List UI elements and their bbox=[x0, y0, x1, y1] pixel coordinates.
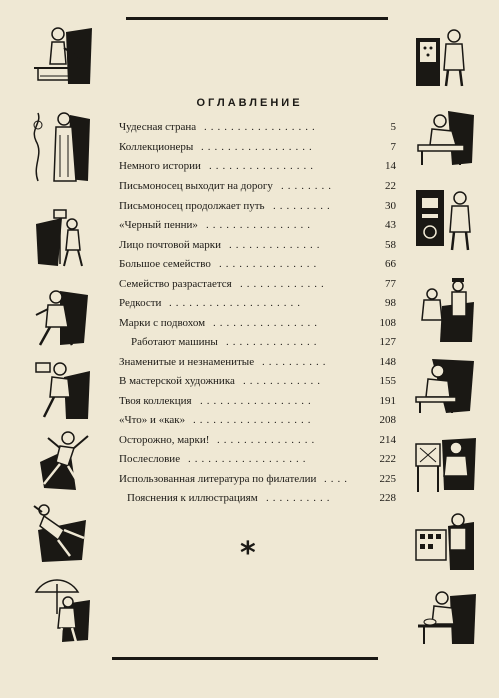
toc-page-number: 148 bbox=[379, 356, 396, 368]
toc-entry-title: Работают машины bbox=[131, 336, 218, 348]
seated-worker-illustration bbox=[412, 355, 478, 417]
toc-page-number: 225 bbox=[379, 473, 396, 485]
toc-page-number: 5 bbox=[390, 121, 396, 133]
toc-leader-dots: ........ bbox=[281, 180, 335, 192]
winged-messenger-illustration bbox=[30, 500, 92, 564]
ancient-figure-illustration bbox=[26, 105, 92, 185]
toc-entry-title: Марки с подвохом bbox=[119, 317, 206, 329]
toc-page-number: 77 bbox=[385, 278, 396, 290]
toc-entry-title: Письмоносец продолжает путь bbox=[119, 200, 265, 212]
toc-leader-dots: .......... bbox=[266, 492, 334, 504]
toc-entry-title: «Что» и «как» bbox=[119, 414, 186, 426]
toc-page-number: 43 bbox=[385, 219, 396, 231]
toc-entry-title: Пояснения к иллюстрациям bbox=[127, 492, 258, 504]
toc-leader-dots: .................. bbox=[188, 453, 310, 465]
toc-page-number: 228 bbox=[379, 492, 396, 504]
toc-page-number: 222 bbox=[379, 453, 396, 465]
toc-page-number: 58 bbox=[385, 239, 396, 251]
toc-entry-title: Редкости bbox=[119, 297, 162, 309]
toc-leader-dots: ............. bbox=[240, 278, 328, 290]
toc-leader-dots: ................ bbox=[213, 317, 321, 329]
sorting-clerk-illustration bbox=[28, 24, 98, 88]
toc-leader-dots: ................. bbox=[201, 141, 316, 153]
toc-entry-title: Письмоносец выходит на дорогу bbox=[119, 180, 273, 192]
toc-entry-title: Твоя коллекция bbox=[119, 395, 192, 407]
toc-page-number: 208 bbox=[379, 414, 396, 426]
toc-entry-title: Послесловие bbox=[119, 453, 181, 465]
toc-page-number: 155 bbox=[379, 375, 396, 387]
stamp-album-illustration bbox=[412, 510, 478, 574]
toc-leader-dots: .............. bbox=[226, 336, 321, 348]
toc-leader-dots: .................. bbox=[193, 414, 315, 426]
toc-entry-title: Большое семейство bbox=[119, 258, 211, 270]
toc-entry-title: Коллекционеры bbox=[119, 141, 194, 153]
toc-page-number: 14 bbox=[385, 160, 396, 172]
toc-entry-title: Немного истории bbox=[119, 160, 201, 172]
toc-page-number: 108 bbox=[379, 317, 396, 329]
toc-page-number: 7 bbox=[390, 141, 396, 153]
umbrella-figure-illustration bbox=[30, 574, 94, 644]
asterisk-ornament: * bbox=[240, 536, 256, 571]
toc-page-number: 98 bbox=[385, 297, 396, 309]
toc-leader-dots: .... bbox=[324, 473, 351, 485]
toc-page-number: 214 bbox=[379, 434, 396, 446]
page-title: ОГЛАВЛЕНИЕ bbox=[196, 97, 303, 109]
toc-entry-title: «Черный пенни» bbox=[119, 219, 198, 231]
toc-page-number: 127 bbox=[379, 336, 396, 348]
toc-leader-dots: ................ bbox=[209, 160, 317, 172]
toc-leader-dots: ............ bbox=[243, 375, 324, 387]
stamp-seller-illustration bbox=[410, 24, 474, 90]
craftsman-at-table-illustration bbox=[414, 586, 480, 650]
toc-entry-title: Осторожно, марки! bbox=[119, 434, 210, 446]
toc-leader-dots: ............... bbox=[219, 258, 321, 270]
toc-leader-dots: .................... bbox=[169, 297, 304, 309]
engraver-at-desk-illustration bbox=[412, 107, 478, 169]
toc-leader-dots: .............. bbox=[229, 239, 324, 251]
signpost-figure-illustration bbox=[32, 204, 92, 268]
toc-leader-dots: ................ bbox=[206, 219, 314, 231]
toc-leader-dots: ................. bbox=[200, 395, 315, 407]
toc-entry-title: Лицо почтовой марки bbox=[119, 239, 222, 251]
toc-leader-dots: ......... bbox=[273, 200, 334, 212]
toc-entry-title: Чудесная страна bbox=[119, 121, 197, 133]
toc-leader-dots: .......... bbox=[262, 356, 330, 368]
toc-entry-title: В мастерской художника bbox=[119, 375, 235, 387]
toc-page-number: 66 bbox=[385, 258, 396, 270]
toc-entry-title: Знаменитые и незнаменитые bbox=[119, 356, 255, 368]
toc-entry-title: Семейство разрастается bbox=[119, 278, 232, 290]
artist-at-easel-illustration bbox=[412, 432, 480, 496]
toc-page-number: 191 bbox=[379, 395, 396, 407]
printing-press-illustration bbox=[410, 180, 478, 254]
running-courier-illustration bbox=[30, 357, 94, 423]
jumping-runner-illustration bbox=[30, 428, 92, 492]
toc-page-number: 22 bbox=[385, 180, 396, 192]
two-figures-illustration bbox=[412, 276, 478, 346]
walking-postman-illustration bbox=[30, 285, 90, 349]
toc-entry-title: Использованная литература по филателии bbox=[119, 473, 317, 485]
toc-page-number: 30 bbox=[385, 200, 396, 212]
toc-leader-dots: ................. bbox=[204, 121, 319, 133]
toc-leader-dots: ............... bbox=[217, 434, 319, 446]
